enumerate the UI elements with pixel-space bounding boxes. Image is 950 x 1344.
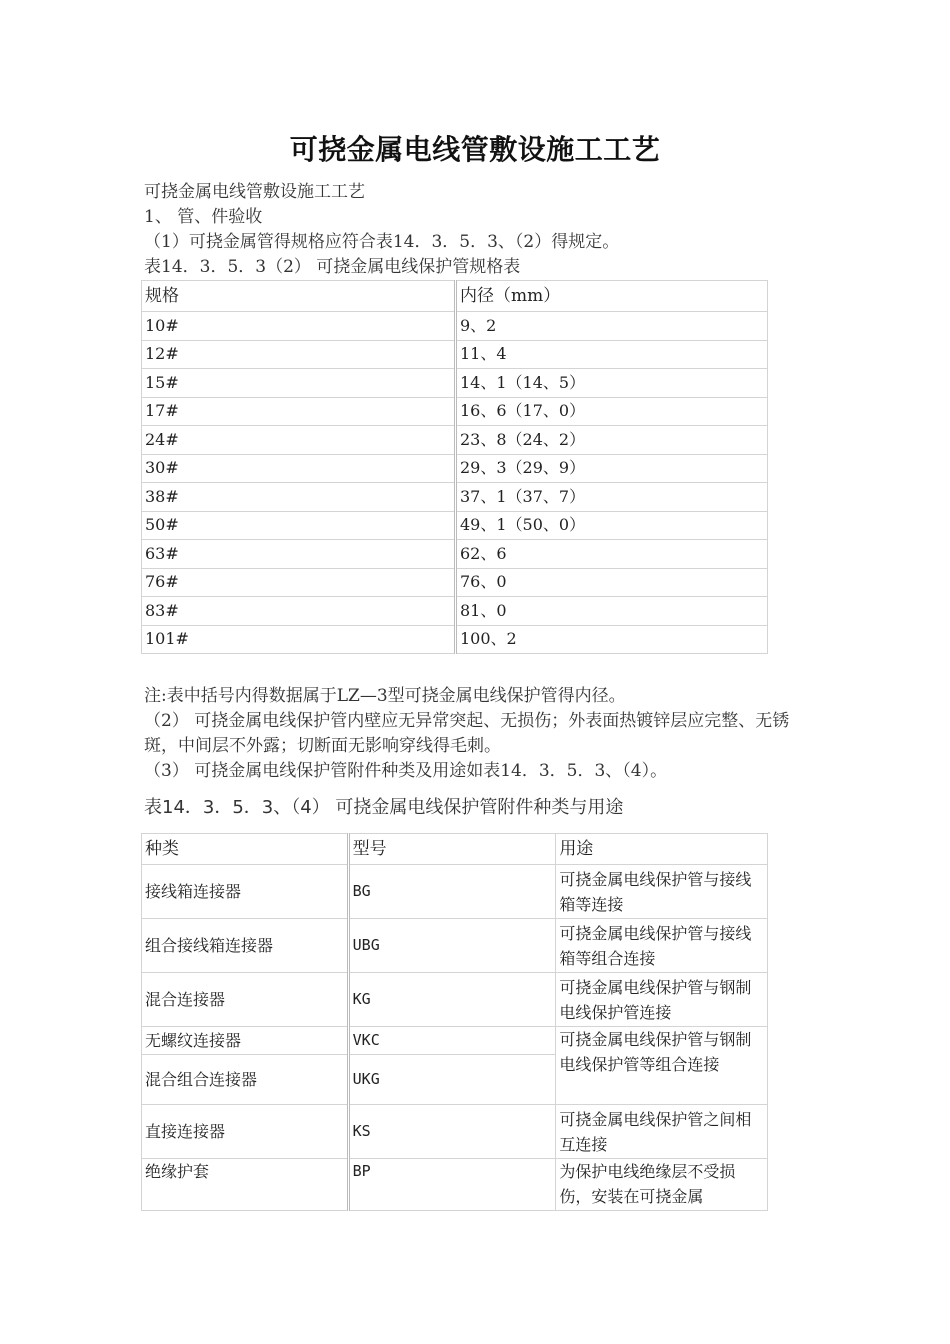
table-header-row xyxy=(142,281,768,312)
cell-model: UKG xyxy=(348,1055,556,1105)
table-row xyxy=(142,369,768,398)
table-row xyxy=(142,312,768,341)
cell-model: BG xyxy=(348,865,556,919)
cell-usage: 可挠金属电线保护管之间相互连接 xyxy=(556,1105,768,1159)
table-row xyxy=(142,397,768,426)
table-row xyxy=(142,1105,768,1159)
cell-diameter: 76、0 xyxy=(456,568,768,597)
cell-spec: 101# xyxy=(142,625,456,654)
cell-spec: 76# xyxy=(142,568,456,597)
cell-spec: 38# xyxy=(142,483,456,512)
table-row xyxy=(142,426,768,455)
cell-spec: 50# xyxy=(142,511,456,540)
table-row xyxy=(142,340,768,369)
header-cell-type: 种类 xyxy=(142,834,349,865)
cell-usage: 为保护电线绝缘层不受损伤，安装在可挠金属 xyxy=(556,1159,768,1211)
cell-model: VKC xyxy=(348,1027,556,1055)
item-3-text: （3） 可挠金属电线保护管附件种类及用途如表14．3．5．3、（4）。 xyxy=(144,761,668,781)
cell-diameter: 37、1（37、7） xyxy=(456,483,768,512)
cell-diameter: 9、2 xyxy=(456,312,768,341)
header-cell-model: 型号 xyxy=(348,834,556,865)
cell-model: KS xyxy=(348,1105,556,1159)
cell-spec: 83# xyxy=(142,597,456,626)
cell-spec: 24# xyxy=(142,426,456,455)
table-row xyxy=(142,597,768,626)
cell-spec: 63# xyxy=(142,540,456,569)
document-title: 可挠金属电线管敷设施工工艺 xyxy=(289,133,661,166)
section-heading: 1、 管、件验收 xyxy=(144,207,263,227)
cell-diameter: 14、1（14、5） xyxy=(456,369,768,398)
cell-usage: 可挠金属电线保护管与钢制电线保护管等组合连接 xyxy=(556,1027,768,1105)
table-row xyxy=(142,973,768,1027)
cell-spec: 12# xyxy=(142,340,456,369)
cell-type: 直接连接器 xyxy=(142,1105,349,1159)
cell-spec: 10# xyxy=(142,312,456,341)
table-row xyxy=(142,540,768,569)
header-cell-diameter: 内径（mm） xyxy=(456,281,768,312)
cell-usage: 可挠金属电线保护管与钢制电线保护管连接 xyxy=(556,973,768,1027)
table-row xyxy=(142,919,768,973)
table-row xyxy=(142,454,768,483)
cell-diameter: 11、4 xyxy=(456,340,768,369)
table-row xyxy=(142,865,768,919)
cell-model: UBG xyxy=(348,919,556,973)
table-row xyxy=(142,625,768,654)
cell-diameter: 16、6（17、0） xyxy=(456,397,768,426)
cell-spec: 30# xyxy=(142,454,456,483)
cell-type: 绝缘护套 xyxy=(142,1159,349,1211)
cell-type: 无螺纹连接器 xyxy=(142,1027,349,1055)
cell-diameter: 29、3（29、9） xyxy=(456,454,768,483)
cell-type: 混合组合连接器 xyxy=(142,1055,349,1105)
table-row xyxy=(142,568,768,597)
cell-type: 混合连接器 xyxy=(142,973,349,1027)
table-row xyxy=(142,511,768,540)
item-1-text: （1）可挠金属管得规格应符合表14．3．5．3、（2）得规定。 xyxy=(144,232,620,252)
header-cell-usage: 用途 xyxy=(556,834,768,865)
cell-type: 组合接线箱连接器 xyxy=(142,919,349,973)
cell-spec: 15# xyxy=(142,369,456,398)
table-row xyxy=(142,1159,768,1211)
table-note: 注:表中括号内得数据属于LZ—3型可挠金属电线保护管得内径。 xyxy=(144,686,626,706)
cell-diameter: 49、1（50、0） xyxy=(456,511,768,540)
cell-diameter: 23、8（24、2） xyxy=(456,426,768,455)
cell-model: KG xyxy=(348,973,556,1027)
item-2-text: （2） 可挠金属电线保护管内壁应无异常突起、无损伤；外表面热镀锌层应完整、无锈斑，中间层不外露；切断面无影响穿线得毛刺。 xyxy=(144,711,790,756)
cell-usage: 可挠金属电线保护管与接线箱等连接 xyxy=(556,865,768,919)
accessory-table xyxy=(141,833,768,1211)
spec-table xyxy=(141,280,768,654)
subtitle-line: 可挠金属电线管敷设施工工艺 xyxy=(144,182,365,202)
table-row xyxy=(142,1027,768,1055)
cell-diameter: 100、2 xyxy=(456,625,768,654)
table-row xyxy=(142,483,768,512)
cell-type: 接线箱连接器 xyxy=(142,865,349,919)
cell-usage: 可挠金属电线保护管与接线箱等组合连接 xyxy=(556,919,768,973)
cell-spec: 17# xyxy=(142,397,456,426)
table-header-row xyxy=(142,834,768,865)
table-1-caption: 表14．3．5．3（2） 可挠金属电线保护管规格表 xyxy=(144,257,521,277)
cell-diameter: 62、6 xyxy=(456,540,768,569)
table-2-caption: 表14．3．5．3、（4） 可挠金属电线保护管附件种类与用途 xyxy=(144,797,624,818)
header-cell-spec: 规格 xyxy=(142,281,456,312)
cell-model: BP xyxy=(348,1159,556,1211)
cell-diameter: 81、0 xyxy=(456,597,768,626)
